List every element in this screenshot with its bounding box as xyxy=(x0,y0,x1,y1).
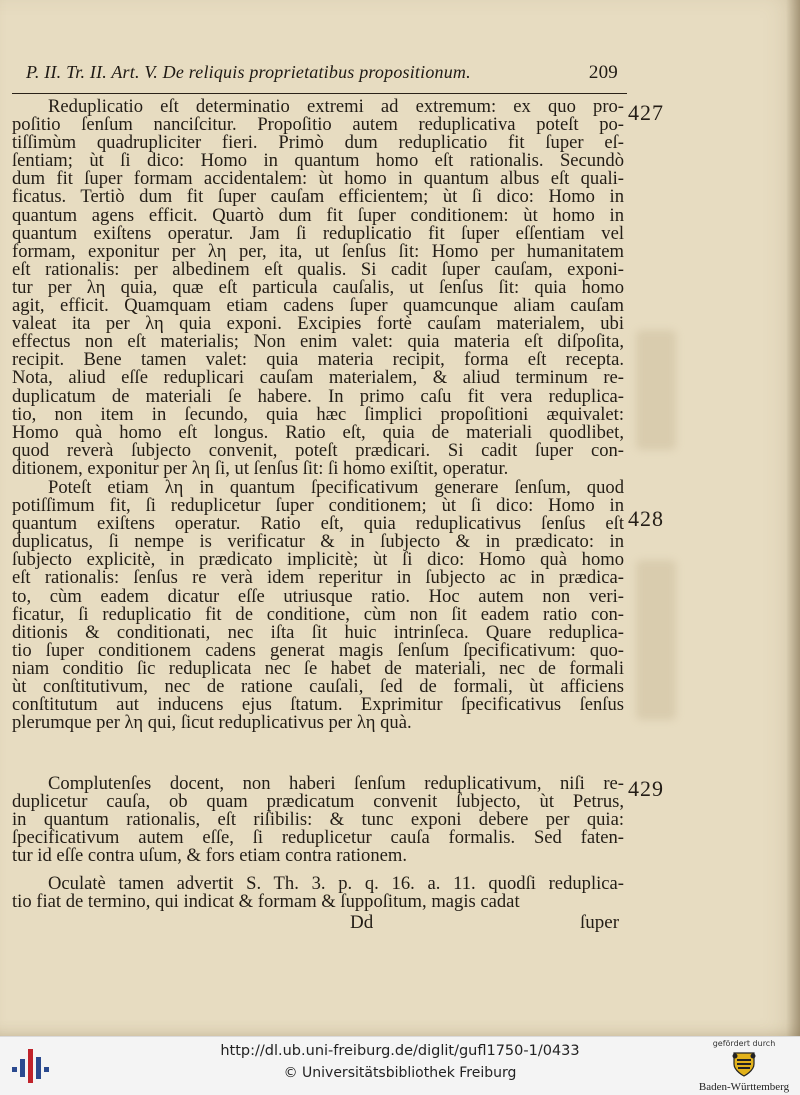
viewer-footer xyxy=(0,1036,800,1095)
paragraph-429 xyxy=(12,775,624,865)
page-number: 209 xyxy=(588,62,618,83)
text-line: duplicatum de materiali ſe habere. In primo caſu fit vera reduplica- xyxy=(12,387,624,406)
text-line: recipit. Bene tamen valet: quia materia recipit, forma eſt recepta. xyxy=(12,351,624,370)
text-line: ſentiam; ùt ſi dico: Homo in quantum homo eſt rationalis. Secundò xyxy=(12,152,624,171)
text-line: tio ſuper conditionem cadens generat magis ſenſum ſpecificativum: quo- xyxy=(12,641,624,660)
text-line: effectus non eſt materialis; Non enim valet: quia materia eſt diſpoſita, xyxy=(12,333,624,352)
header-rule xyxy=(12,93,627,94)
text-line: quod reverà ſubjecto convenit, poteſt prædicari. Si cadit ſuper con- xyxy=(12,441,624,460)
paragraph-oculate xyxy=(12,875,624,911)
permalink-url[interactable]: http://dl.ub.uni-freiburg.de/diglit/gufl1750-1/0433 xyxy=(220,1043,580,1059)
catchword: ſuper xyxy=(580,912,620,933)
text-line: niam conditio ſic reduplicata nec ſe habet de materiali, nec de formali xyxy=(12,659,624,679)
signature-mark: Dd xyxy=(350,912,374,933)
text-line: tiſſimùm quadrupliciter fieri. Primò dum reduplicatio fit ſuper eſ- xyxy=(12,134,624,153)
text-line: ditionem, exponitur per λη ſi, ut ſenſus ſit: ſi homo exiſtit, operatur. xyxy=(12,459,509,478)
text-line: ùt conſtitutivum, nec de ratione cauſali, ſed de formali, ùt afficiens xyxy=(12,678,624,697)
text-line: Oculatè tamen advertit S. Th. 3. p. q. 16. a. 11. quodſi reduplica- xyxy=(48,875,624,894)
text-line: agit, efficit. Quamquam etiam cadens ſuper quamcunque aliam cauſam xyxy=(12,297,624,316)
text-line: ditionis & conditionati, nec iſta ſit huic intrinſeca. Quare reduplica- xyxy=(12,623,624,642)
text-line: conſtitutum aut inducens ejus ſtatum. Exprimitur ſpecificativus ſenſus xyxy=(12,696,624,715)
margin-number: 427 xyxy=(628,100,664,125)
text-line: quantum agens efficit. Quartò dum fit ſuper conditionem: ùt homo in xyxy=(12,206,624,225)
paragraph-428 xyxy=(12,479,624,732)
text-line: eſt rationalis: per albedinem eſt qualis. Si cadit ſuper cauſam, exponi- xyxy=(12,260,624,279)
bleed-through-stain xyxy=(636,330,676,450)
text-line: Poteſt etiam λη in quantum ſpecificativum generare ſenſum, quod xyxy=(48,479,624,498)
text-line: tio, non item in ſecundo, quia hæc ſimplici propoſitioni æquivalet: xyxy=(12,405,624,424)
text-line: duplicetur cauſa, ob quam prædicatum convenit ſubjecto, ùt Petrus, xyxy=(12,793,624,812)
paragraph-427 xyxy=(12,98,624,478)
margin-number: 429 xyxy=(628,776,664,801)
text-line: dum fit ſuper formam accidentalem: ùt homo in quantum albus eſt quali- xyxy=(12,170,624,189)
text-line: ſpecificativum autem eſſe, ſi reduplicetur cauſa formalis. Sed faten- xyxy=(12,829,624,848)
copyright-notice: © Universitätsbibliothek Freiburg xyxy=(283,1065,517,1081)
text-line: duplicatus, ſi nempe is verificatur & in ſubjecto & in prædicato: in xyxy=(12,533,624,552)
text-line: formam, exponitur per λη per, ita, ut ſenſus ſit: Homo per humanitatem xyxy=(12,242,624,261)
sponsor-name: Baden-Württemberg xyxy=(698,1081,790,1093)
text-line: Complutenſes docent, non haberi ſenſum reduplicativum, niſi re- xyxy=(48,775,624,794)
sponsor-badge xyxy=(696,1039,792,1093)
margin-number: 428 xyxy=(628,506,664,531)
text-line: valeat ita per λη quia exponi. Excipies fortè cauſam materialem, ubi xyxy=(12,315,624,334)
text-line: in quantum rationalis, eſt riſibilis: & tunc exponi debere per quia: xyxy=(12,811,624,830)
text-line: tur id eſſe contra uſum, & fors etiam contra rationem. xyxy=(12,847,407,866)
text-line: potiſſimum fit, ſi reduplicetur ſuper conditionem; ùt ſi dico: Homo in xyxy=(12,497,624,516)
text-line: Reduplicatio eſt determinatio extremi ad extremum: ex quo pro- xyxy=(48,98,624,117)
text-line: quantum exiſtens operatur. Jam ſi reduplicatio fit ſuper eſſentiam vel xyxy=(12,224,624,243)
text-line: ſubjecto explicitè, in prædicato implicitè; ùt ſi dico: Homo quà homo xyxy=(12,551,624,570)
baden-wuerttemberg-crest-icon xyxy=(730,1050,758,1078)
text-line: plerumque per λη qui, ſicut reduplicativus per λη quà. xyxy=(12,714,412,733)
text-line: quantum exiſtens operatur. Ratio eſt, quia reduplicativus ſenſus eſt xyxy=(12,515,624,534)
text-line: eſt rationalis: ſenſus re verà idem reperitur in ſubjecto ac in prædica- xyxy=(12,569,624,588)
running-head-title: P. II. Tr. II. Art. V. De reliquis proprietatibus propositionum. xyxy=(26,62,471,82)
text-line: to, cùm eadem dicatur eſſe utriusque ratio. Hoc autem non veri- xyxy=(12,587,624,606)
running-head xyxy=(26,62,626,88)
text-line: tur per λη quia, quæ eſt particula cauſalis, ut ſenſus ſit: quia homo xyxy=(12,278,624,298)
text-line: Homo quà homo eſt longus. Ratio eſt, quia de materiali quodlibet, xyxy=(12,423,624,442)
text-line: poſitio ſenſum nanciſcitur. Propoſitio autem reduplicativa poteſt po- xyxy=(12,116,624,135)
text-line: Nota, aliud eſſe reduplicari cauſam materialem, & aliud terminum re- xyxy=(12,369,624,388)
text-line: tio fiat de termino, qui indicat & formam & ſuppoſitum, magis cadat xyxy=(12,893,520,912)
bleed-through-stain xyxy=(636,560,676,720)
text-line: ficatur, ſi reduplicatio fit de conditione, cùm non ſit eadem ratio con- xyxy=(12,605,624,624)
sponsor-label: gefördert durch xyxy=(712,1039,776,1048)
text-line: ficatus. Tertiò dum fit ſuper cauſam efficientem; ùt ſi dico: Homo in xyxy=(12,188,624,207)
